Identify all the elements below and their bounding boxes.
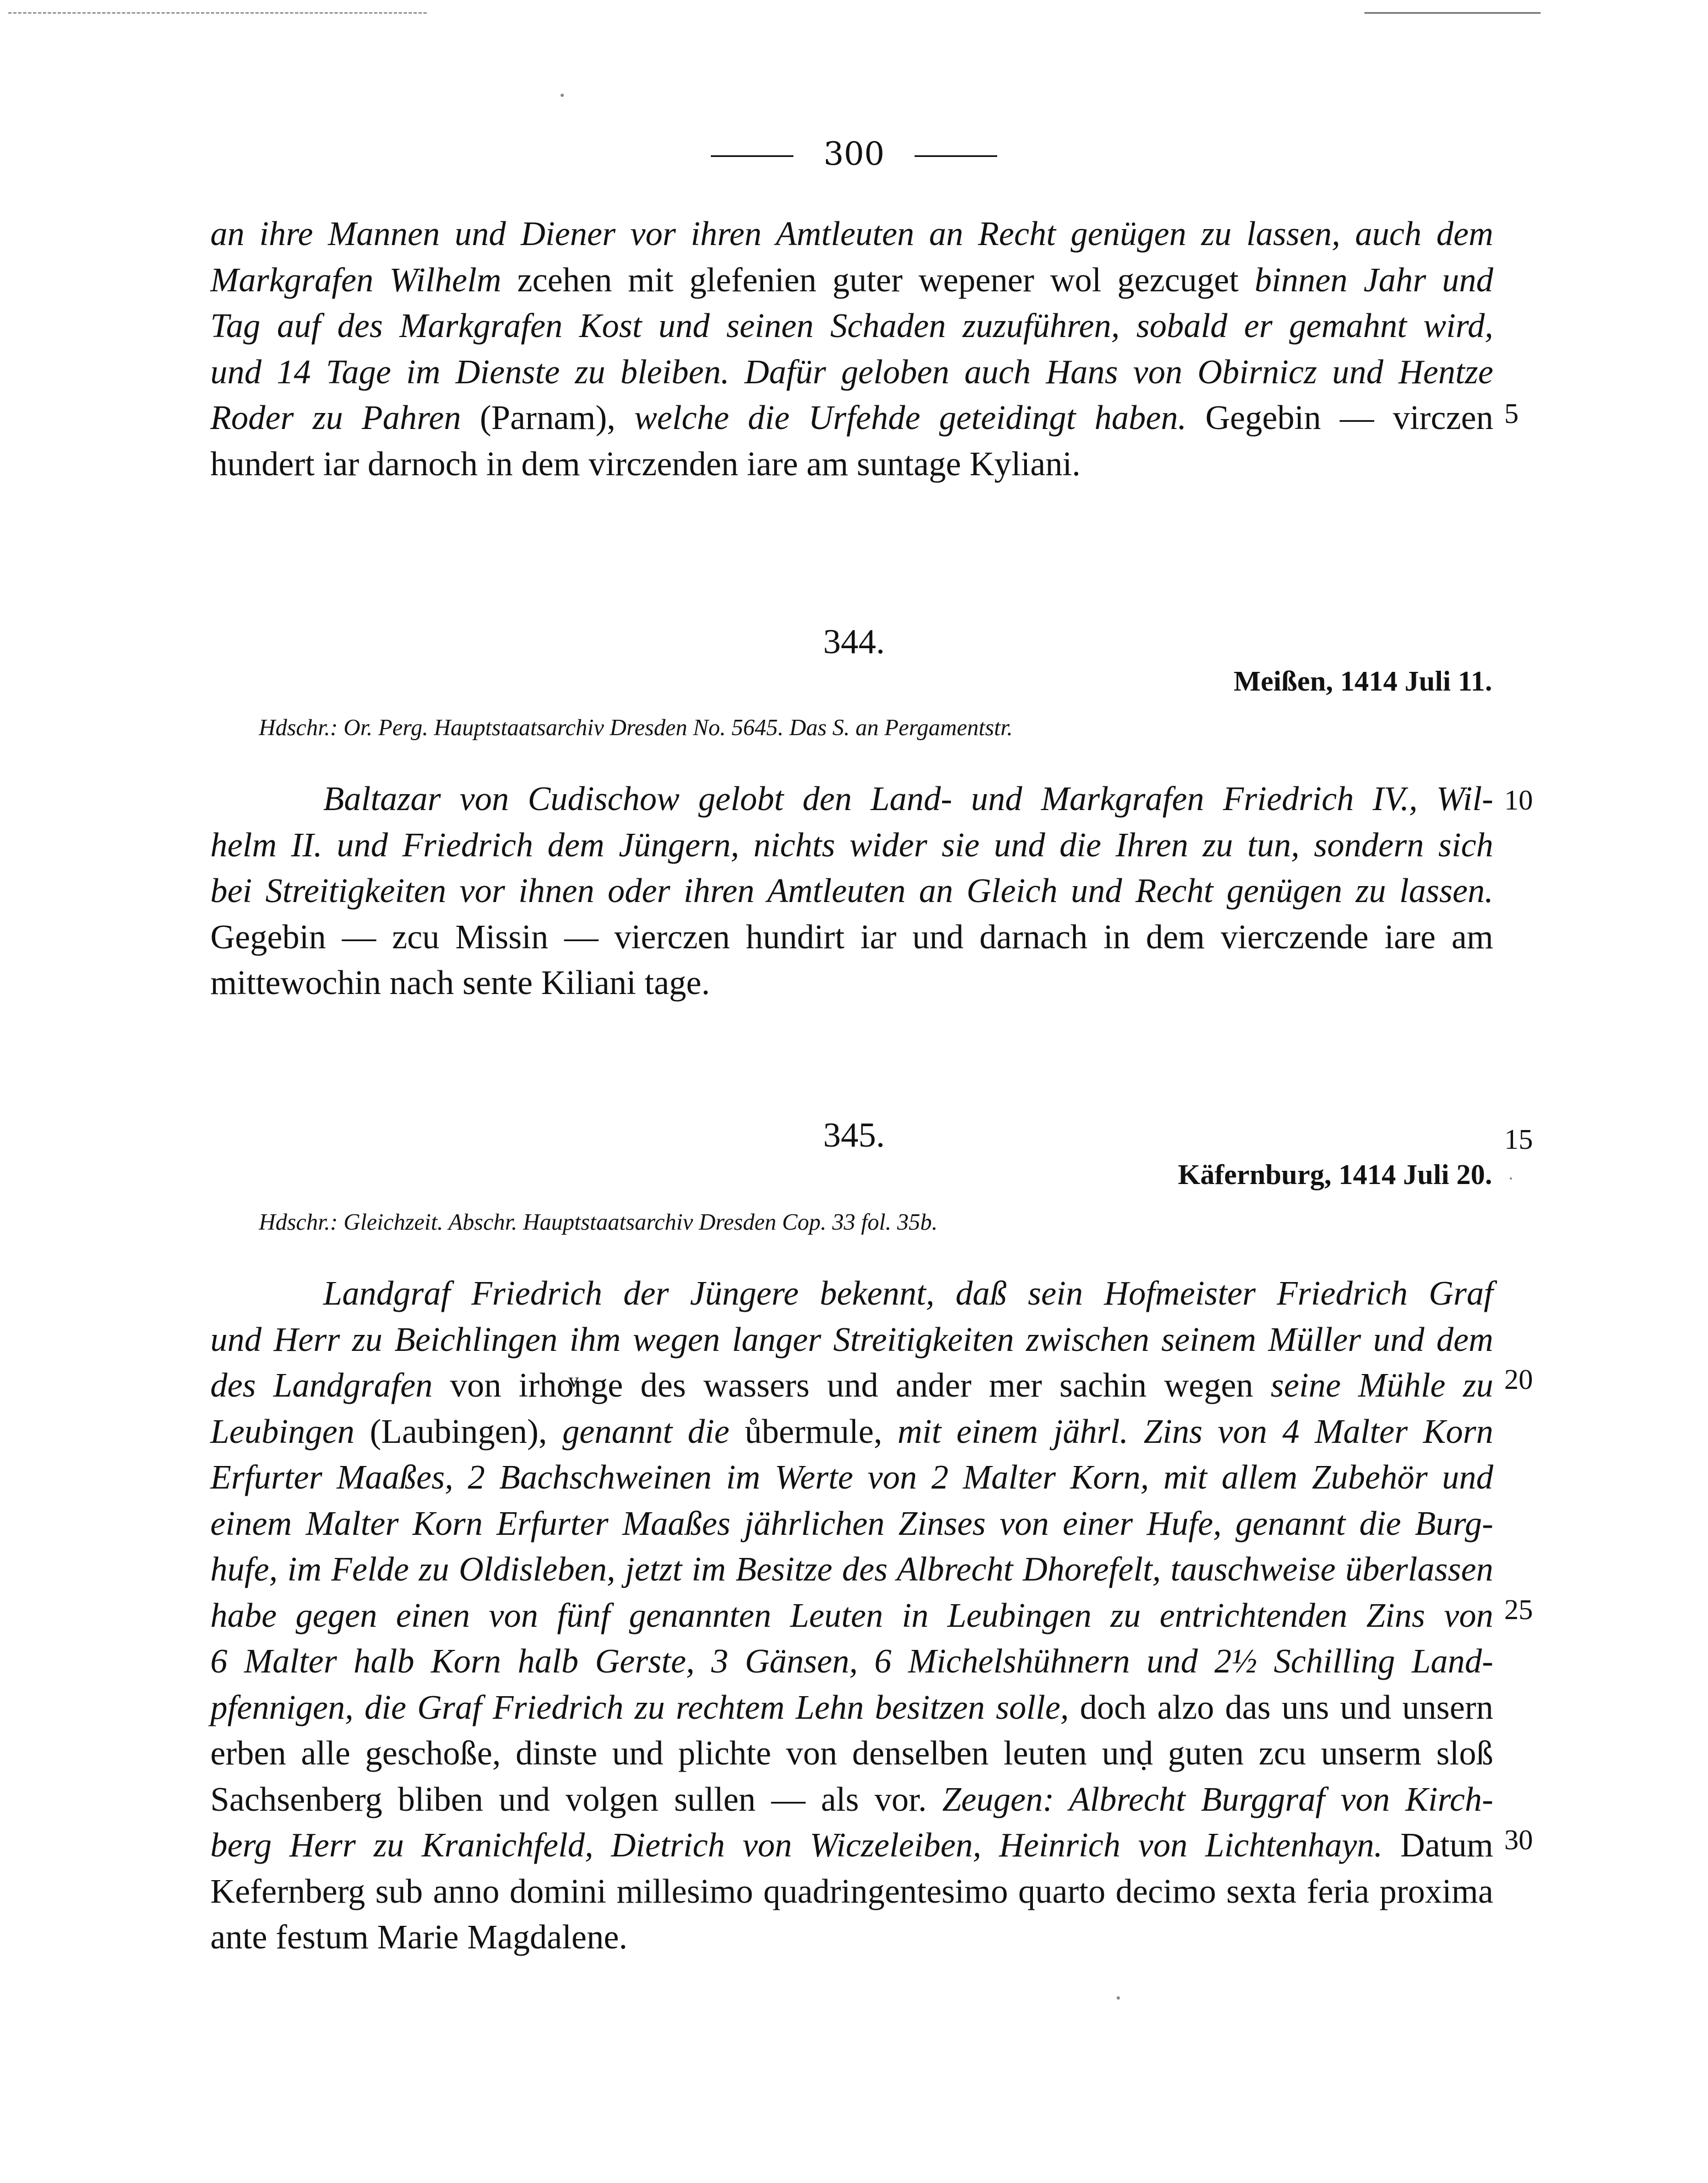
italic-segment: und Herr zu Beichlingen ihm wegen langer Streitigkeiten zwischen seinem Müller und dem [210, 1321, 1493, 1359]
italic-segment: pfennigen, die Graf Friedrich zu rechtem Lehn besitzen solle, [210, 1688, 1069, 1726]
text-line [210, 1363, 1493, 1409]
text-line [210, 303, 1493, 350]
header-dash-right [915, 155, 997, 157]
document-summary [210, 1271, 1493, 1961]
roman-segment: mittewochin nach sente Kiliani tage. [210, 964, 710, 1002]
text-line [210, 915, 1493, 961]
text-line [210, 1639, 1493, 1685]
italic-segment: berg Herr zu Kranichfeld, Dietrich von Wiczeleiben, Heinrich von Lichtenhayn. [210, 1827, 1383, 1864]
italic-segment: hufe, im Felde zu Oldisleben, jetzt im Besitze des Albrecht Dhorefelt, tauschweise überlassen [210, 1551, 1493, 1588]
italic-segment: binnen Jahr und [1254, 261, 1493, 299]
roman-segment: Gegebin — virczen [1186, 399, 1493, 437]
italic-segment: mit einem jährl. Zins von 4 Malter Korn [897, 1413, 1493, 1451]
document-number: 344. [823, 622, 885, 661]
roman-segment: zcehen mit glefenien guter wepener wol gezcuget [501, 261, 1255, 299]
text-line [210, 1501, 1493, 1547]
text-line [210, 442, 1493, 488]
roman-segment: ůbermule, [729, 1413, 898, 1451]
italic-segment: Erfurter Maaßes, 2 Bachschweinen im Werte von 2 Malter Korn, mit allem Zubehör und [210, 1459, 1493, 1496]
roman-segment: (Laubingen), [354, 1413, 563, 1451]
italic-segment: 6 Malter halb Korn halb Gerste, 3 Gänsen, 6 Michelshühnern und 2½ Schilling Land- [210, 1643, 1493, 1680]
italic-segment: welche die Urfehde geteidingt haben. [634, 399, 1187, 437]
scan-top-rule-left [8, 12, 427, 14]
italic-segment: genannt die [562, 1413, 730, 1451]
header-dash-left [711, 155, 793, 157]
line-number: 10 [1504, 785, 1533, 816]
italic-segment: einem Malter Korn Erfurter Maaßes jährlichen Zinses von einer Hufe, genannt die Burg- [210, 1505, 1493, 1543]
italic-segment: Baltazar von Cudischow gelobt den Land- und Markgrafen Friedrich IV., Wil- [323, 780, 1493, 818]
text-line [210, 1547, 1493, 1593]
text-line [210, 868, 1493, 915]
page-header [0, 135, 1708, 172]
roman-segment: hundert iar darnoch in dem virczenden iare am suntage Kyliani. [210, 445, 1081, 483]
italic-segment: Tag auf des Markgrafen Kost und seinen Schaden zuzuführen, sobald er gemahnt wird, [210, 307, 1493, 345]
line-number: 30 [1504, 1824, 1533, 1856]
roman-segment: erben alle geschoße, dinste und plichte von denselben leuten unḍ guten zcu unserm sloß [210, 1735, 1493, 1772]
italic-segment: habe gegen einen von fünf genannten Leuten in Leubingen zu entrichtenden Zins von [210, 1596, 1493, 1634]
text-line [210, 211, 1493, 258]
text-line [210, 1271, 1493, 1317]
text-line [210, 1869, 1493, 1915]
italic-segment: und 14 Tage im Dienste zu bleiben. Dafür geloben auch Hans von Obirnicz und Hentze [210, 353, 1493, 391]
roman-segment: Kefernberg sub anno domini millesimo quadringentesimo quarto decimo sexta feria proxima [210, 1872, 1493, 1910]
text-line [210, 776, 1493, 823]
italic-segment: seine Mühle zu [1270, 1367, 1494, 1404]
scan-speck [1510, 1177, 1512, 1180]
text-line [210, 960, 1493, 1007]
document-number: 345. [823, 1115, 885, 1154]
text-line [210, 1915, 1493, 1961]
document-place-date: Käfernburg, 1414 Juli 20. [1178, 1159, 1492, 1191]
italic-segment: Zeugen: Albrecht Burggraf von Kirch- [942, 1780, 1494, 1818]
line-number: 15 [1504, 1124, 1533, 1155]
text-line [210, 823, 1493, 869]
italic-segment: bei Streitigkeiten vor ihnen oder ihren Amtleuten an Gleich und Recht genügen zu lassen. [210, 872, 1493, 910]
text-line [210, 395, 1493, 442]
italic-segment: Markgrafen Wilhelm [210, 261, 502, 299]
italic-segment: Landgraf Friedrich der Jüngere bekennt, daß sein Hofmeister Friedrich Graf [323, 1275, 1493, 1312]
continuation-paragraph [210, 211, 1493, 487]
document-source-note: Hdschr.: Gleichzeit. Abschr. Hauptstaatsarchiv Dresden Cop. 33 fol. 35b. [259, 1210, 938, 1235]
roman-segment: Datum [1382, 1827, 1494, 1864]
italic-segment: helm II. und Friedrich dem Jüngern, nichts wider sie und die Ihren zu tun, sondern sich [210, 826, 1493, 864]
italic-segment: Leubingen [210, 1413, 355, 1451]
page-number: 300 [823, 135, 885, 172]
text-line [210, 1409, 1493, 1456]
scan-speck [561, 94, 564, 97]
document-summary [210, 776, 1493, 1007]
line-number: 25 [1504, 1594, 1533, 1626]
roman-segment: Gegebin — zcu Missin — vierczen hundirt iar und darnach in dem vierczende iare am [210, 918, 1493, 956]
scan-speck [1117, 1996, 1120, 2000]
scan-top-rule-right [1364, 12, 1541, 14]
text-line [210, 1455, 1493, 1501]
roman-segment: ante festum Marie Magdalene. [210, 1919, 628, 1956]
line-number: 20 [1504, 1364, 1533, 1395]
line-number: 5 [1504, 398, 1519, 430]
text-line [210, 258, 1493, 304]
italic-segment: Roder zu Pahren [210, 399, 461, 437]
text-line [210, 1823, 1493, 1869]
roman-segment: von irhoͮnge des wassers und ander mer sachin wegen [432, 1367, 1271, 1404]
text-line [210, 1685, 1493, 1731]
italic-segment: des Landgrafen [210, 1367, 433, 1404]
text-line [210, 1593, 1493, 1639]
text-line [210, 1317, 1493, 1364]
italic-segment: an ihre Mannen und Diener vor ihren Amtleuten an Recht genügen zu lassen, auch dem [210, 215, 1493, 253]
text-line [210, 350, 1493, 396]
document-place-date: Meißen, 1414 Juli 11. [1233, 666, 1492, 697]
text-line [210, 1731, 1493, 1777]
roman-segment: (Parnam), [461, 399, 634, 437]
text-line [210, 1777, 1493, 1823]
document-source-note: Hdschr.: Or. Perg. Hauptstaatsarchiv Dresden No. 5645. Das S. an Pergamentstr. [259, 715, 1013, 741]
roman-segment: Sachsenberg bliben und volgen sullen — als vor. [210, 1780, 943, 1818]
roman-segment: doch alzo das uns und unsern [1069, 1688, 1493, 1726]
